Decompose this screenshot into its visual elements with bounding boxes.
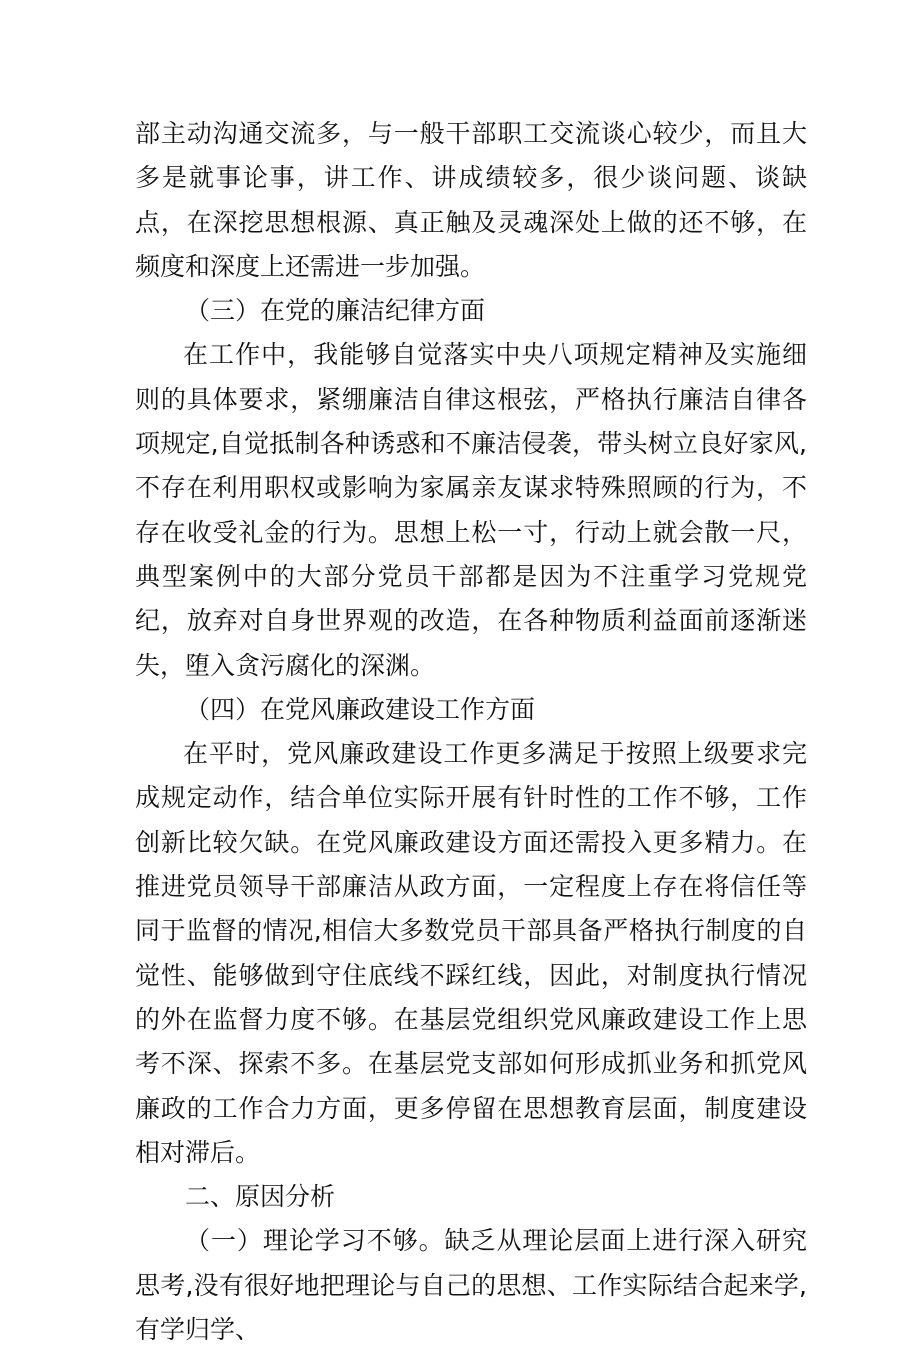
paragraph-party-conduct-work: 在平时，党风廉政建设工作更多满足于按照上级要求完成规定动作，结合单位实际开展有针时性的工作不够，工作创新比较欠缺。在党风廉政建设方面还需投入更多精力。在推进党员领导干部廉洁从政方面，一定程度上存在将信任等同于监督的情况,相信大多数党员干部具备严格执行制度的自觉性、能够做到守住底线不踩红线，因此，对制度执行情况的外在监督力度不够。在基层党组织党风廉政建设工作上思考不深、探索不多。在基层党支部如何形成抓业务和抓党风廉政的工作合力方面，更多停留在思想教育层面，制度建设相对滞后。 [135,739,807,1167]
subheading-party-conduct-work: （四）在党风廉政建设工作方面 [185,694,536,724]
subheading-integrity-discipline: （三）在党的廉洁纪律方面 [185,296,486,326]
document-body [135,112,807,1352]
paragraph-integrity-discipline: 在工作中，我能够自觉落实中央八项规定精神及实施细则的具体要求，紧绷廉洁自律这根弦，严格执行廉洁自律各项规定,自觉抵制各种诱惑和不廉洁侵袭，带头树立良好家风,不存在利用职权或影响为家属亲友谋求特殊照顾的行为，不存在收受礼金的行为。思想上松一寸，行动上就会散一尺，典型案例中的大部分党员干部都是因为不注重学习党规党纪，放弃对自身世界观的改造，在各种物质利益面前逐渐迷失，堕入贪污腐化的深渊。 [135,340,807,680]
paragraph-theory-study: （一）理论学习不够。缺乏从理论层面上进行深入研究思考,没有很好地把理论与自己的思想、工作实际结合起来学,有学归学、 [135,1226,807,1345]
section-heading-cause-analysis: 二、原因分析 [185,1182,336,1212]
paragraph-communication-continuation: 部主动沟通交流多，与一般干部职工交流谈心较少，而且大多是就事论事，讲工作、讲成绩较多，很少谈问题、谈缺点，在深挖思想根源、真正触及灵魂深处上做的还不够，在频度和深度上还需进一步加强。 [135,119,807,281]
